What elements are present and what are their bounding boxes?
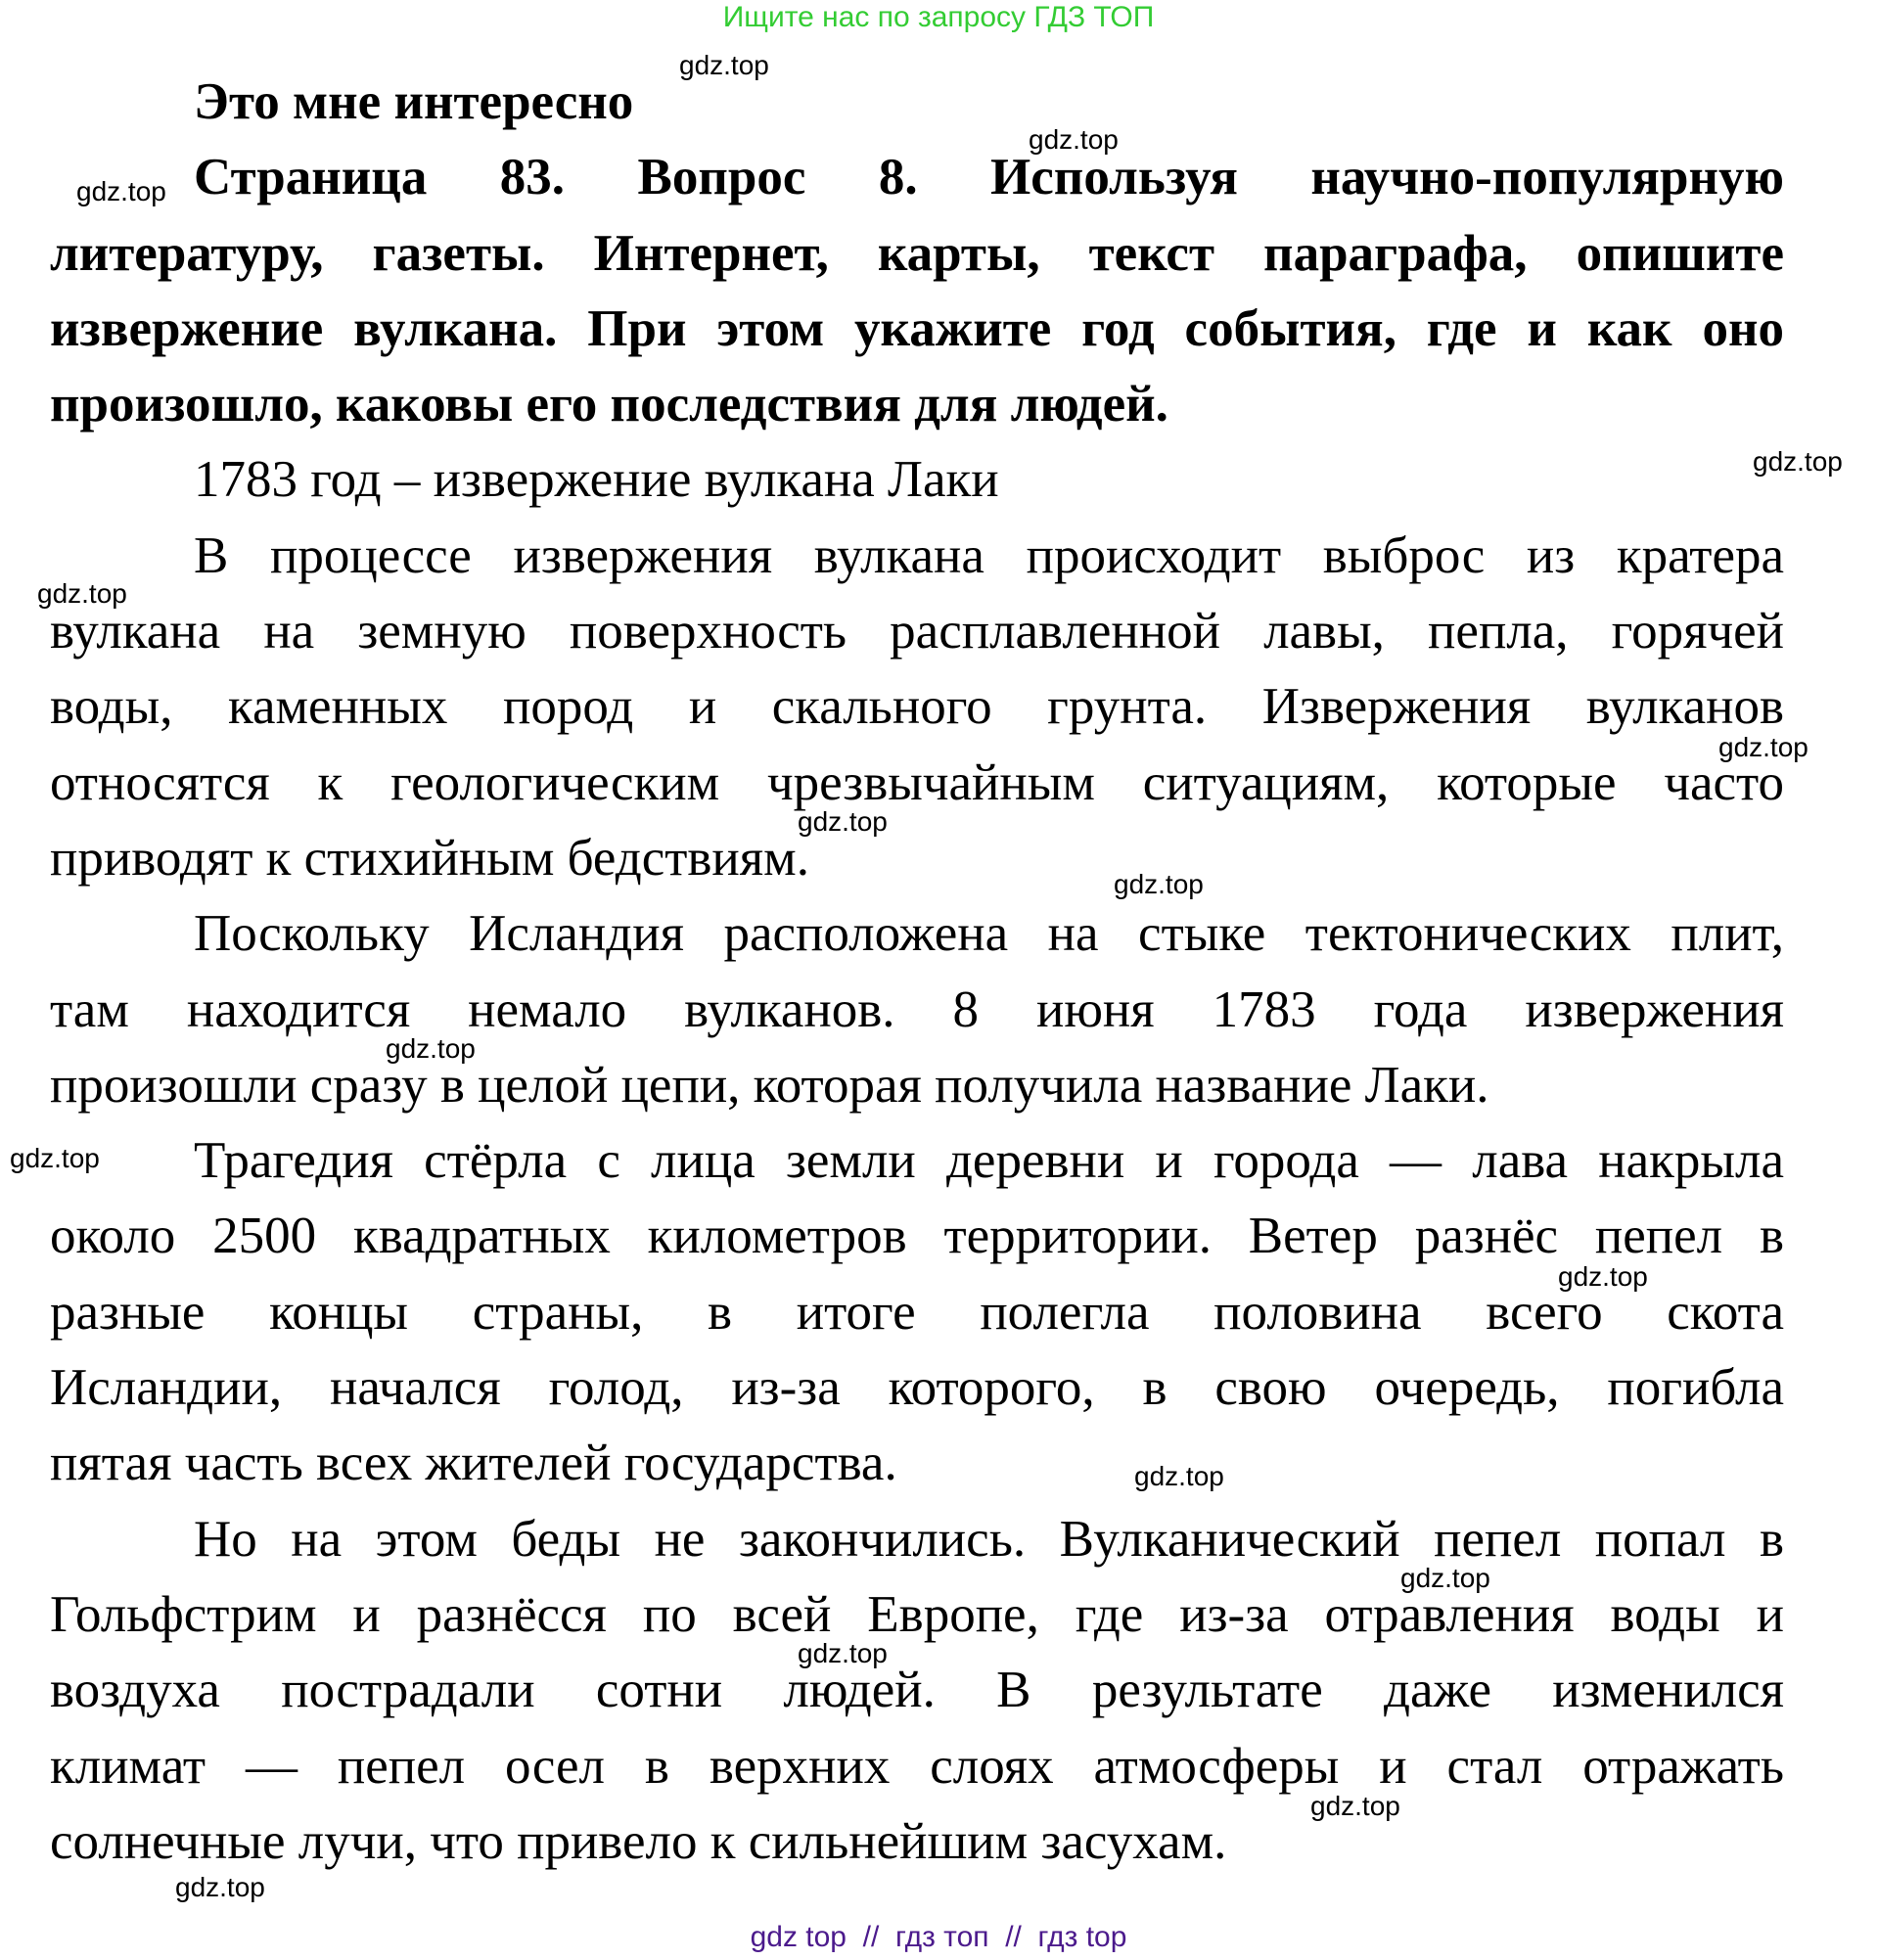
watermark: gdz.top [798, 1638, 888, 1668]
answer-title: 1783 год – извержение вулкана Лаки [194, 451, 999, 509]
paragraph-line: воды, каменных пород и скального грунта. Извержения вулканов [50, 678, 1784, 736]
footer-links: gdz top // гдз топ // гдз top [750, 1921, 1127, 1953]
section-heading: Это мне интересно [194, 73, 634, 130]
watermark: gdz.top [1558, 1261, 1648, 1292]
search-banner: Ищите нас по запросу ГДЗ ТОП [722, 1, 1155, 33]
watermark: gdz.top [76, 176, 166, 206]
watermark: gdz.top [1310, 1791, 1400, 1821]
question-line: произошло, каковы его последствия для людей. [50, 376, 1168, 433]
paragraph-line: солнечные лучи, что привело к сильнейшим засухам. [50, 1812, 1227, 1870]
paragraph-line: пятая часть всех жителей государства. [50, 1435, 897, 1492]
paragraph-line: Поскольку Исландия расположена на стыке тектонических плит, [194, 905, 1784, 963]
question-line: литературу, газеты. Интернет, карты, текст параграфа, опишите [50, 224, 1784, 282]
paragraph-line: около 2500 квадратных километров территории. Ветер разнёс пепел в [50, 1208, 1784, 1265]
paragraph-line: Исландии, начался голод, из-за которого, в свою очередь, погибла [50, 1359, 1784, 1417]
watermark: gdz.top [1134, 1461, 1224, 1491]
paragraph-line: Трагедия стёрла с лица земли деревни и города — лава накрыла [194, 1132, 1784, 1190]
watermark: gdz.top [1718, 732, 1808, 762]
paragraph-line: Но на этом беды не закончились. Вулканический пепел попал в [194, 1510, 1784, 1568]
paragraph-line: разные концы страны, в итоге полегла половина всего скота [50, 1283, 1784, 1341]
paragraph-line: произошли сразу в целой цепи, которая получила название Лаки. [50, 1056, 1489, 1114]
paragraph-line: Гольфстрим и разнёсся по всей Европе, где из-за отравления воды и [50, 1585, 1784, 1643]
watermark: gdz.top [1029, 124, 1119, 155]
watermark: gdz.top [386, 1033, 476, 1064]
paragraph-line: В процессе извержения вулкана происходит выброс из кратера [194, 526, 1784, 584]
paragraph-line: там находится немало вулканов. 8 июня 1783 года извержения [50, 980, 1784, 1038]
paragraph-line: вулкана на земную поверхность расплавленной лавы, пепла, горячей [50, 603, 1784, 661]
question-line: извержение вулкана. При этом укажите год события, где и как оно [50, 299, 1784, 357]
paragraph-line: относятся к геологическим чрезвычайным ситуациям, которые часто [50, 753, 1784, 811]
document-body [50, 65, 1784, 1880]
paragraph-line: воздуха пострадали сотни людей. В результате даже изменился [50, 1662, 1784, 1719]
watermark: gdz.top [679, 50, 769, 80]
watermark: gdz.top [37, 578, 127, 609]
watermark: gdz.top [10, 1143, 100, 1173]
watermark: gdz.top [175, 1872, 265, 1902]
paragraph-line: приводят к стихийным бедствиям. [50, 829, 809, 887]
watermark: gdz.top [798, 806, 888, 837]
question-line: Страница 83. Вопрос 8. Используя научно-популярную [194, 149, 1784, 206]
paragraph-line: климат — пепел осел в верхних слоях атмосферы и стал отражать [50, 1737, 1784, 1795]
watermark: gdz.top [1400, 1563, 1490, 1593]
watermark: gdz.top [1114, 869, 1204, 899]
watermark: gdz.top [1753, 446, 1843, 477]
